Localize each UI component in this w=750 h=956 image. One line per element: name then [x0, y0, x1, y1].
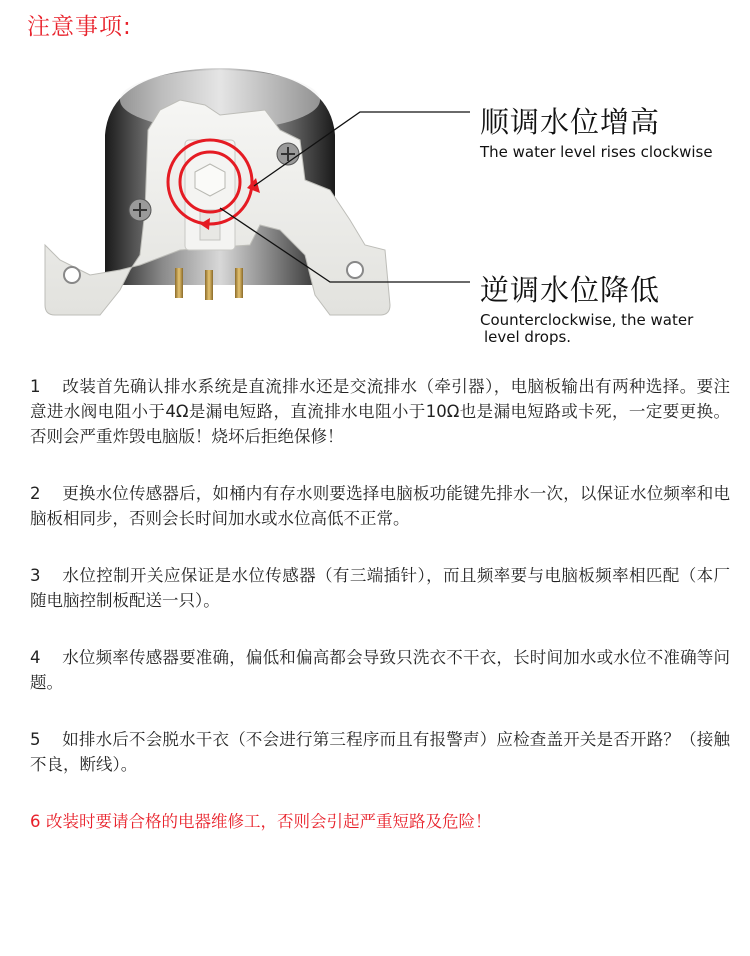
note-text: 如排水后不会脱水干衣（不会进行第三程序而且有报警声）应检查盖开关是否开路？（接触不良，断线）。: [30, 730, 730, 774]
counterclockwise-label-cn: 逆调水位降低: [480, 273, 661, 307]
note-number: 3: [30, 566, 41, 585]
note-number: 4: [30, 648, 41, 667]
counterclockwise-label-en-line2: level drops.: [484, 328, 572, 346]
note-item: [30, 645, 730, 695]
note-number: 5: [30, 730, 41, 749]
note-text: 更换水位传感器后，如桶内有存水则要选择电脑板功能键先排水一次，以保证水位频率和电脑板相同步，否则会长时间加水或水位高低不正常。: [30, 484, 730, 528]
clockwise-label-en: The water level rises clockwise: [480, 143, 713, 161]
water-level-sensor-photo: [30, 60, 470, 340]
note-item: [30, 481, 730, 531]
page-title: 注意事项:: [27, 14, 132, 40]
note-text: 改装首先确认排水系统是直流排水还是交流排水（牵引器），电脑板输出有两种选择。要注意进水阀电阻小于4Ω是漏电短路，直流排水电阻小于10Ω也是漏电短路或卡死，一定要更换。否则会严重炸毁电脑版！烧坏后拒绝保修！: [30, 377, 730, 446]
note-number: 1: [30, 377, 41, 396]
warning-note: [30, 809, 730, 834]
counterclockwise-label-en-line1: Counterclockwise, the water: [480, 311, 694, 329]
note-item: [30, 563, 730, 613]
note-number: 2: [30, 484, 41, 503]
note-text: 水位频率传感器要准确，偏低和偏高都会导致只洗衣不干衣，长时间加水或水位不准确等问题。: [30, 648, 730, 692]
warning-text: 改装时要请合格的电器维修工，否则会引起严重短路及危险！: [46, 812, 492, 831]
note-text: 水位控制开关应保证是水位传感器（有三端插针），而且频率要与电脑板频率相匹配（本厂随电脑控制板配送一只）。: [30, 566, 730, 610]
notes-list: [30, 374, 730, 866]
note-item: [30, 727, 730, 777]
warning-number: 6: [30, 812, 41, 831]
clockwise-label-cn: 顺调水位增高: [480, 105, 661, 139]
note-item: [30, 374, 730, 449]
